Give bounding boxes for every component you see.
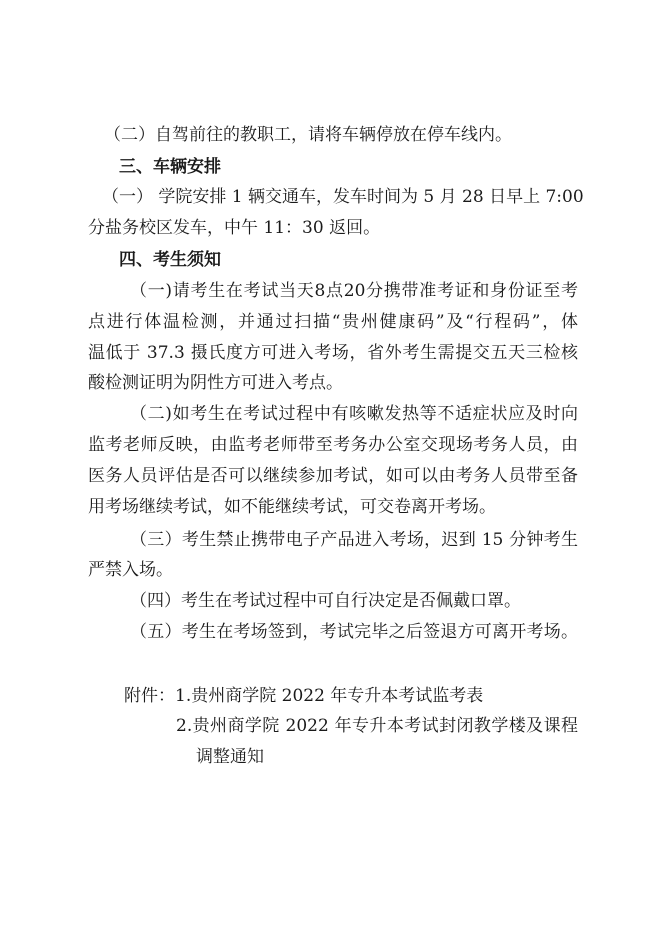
paragraph-line: 温低于 37.3 摄氏度方可进入考场，省外考生需提交五天三检核 [88,343,578,363]
attachment-2-continued: 调整通知 [196,747,264,767]
paragraph-line: 监考老师反映，由监考老师带至考务办公室交现场考务人员，由 [88,435,578,455]
paragraph-line: （二)如考生在考试过程中有咳嗽发热等不适症状应及时向 [130,404,578,424]
paragraph-line: （五）考生在考场签到，考试完毕之后签退方可离开考场。 [130,622,578,642]
paragraph-line: 医务人员评估是否可以继续参加考试，如可以由考务人员带至备 [88,466,578,486]
attachment-2: 2.贵州商学院 2022 年专升本考试封闭教学楼及课程 [176,716,578,736]
paragraph-line: （二）自驾前往的教职工，请将车辆停放在停车线内。 [104,125,512,145]
paragraph-line: （一） 学院安排 1 辆交通车，发车时间为 5 月 28 日早上 7:00 [102,187,584,207]
paragraph-line: （四）考生在考试过程中可自行决定是否佩戴口罩。 [130,591,521,611]
section-heading-notice: 四、考生须知 [119,250,221,270]
paragraph-line: 分盐务校区发车，中午 11：30 返回。 [88,218,381,238]
attachment-1: 附件：1.贵州商学院 2022 年专升本考试监考表 [124,686,484,706]
paragraph-line: （三）考生禁止携带电子产品进入考场，迟到 15 分钟考生 [130,530,578,550]
section-heading-vehicle: 三、车辆安排 [119,157,221,177]
paragraph-line: 用考场继续考试，如不能继续考试，可交卷离开考场。 [88,497,496,517]
paragraph-line: （一)请考生在考试当天8点20分携带准考证和身份证至考 [130,281,578,301]
paragraph-line: 酸检测证明为阴性方可进入考点。 [88,373,343,393]
paragraph-line: 严禁入场。 [88,560,173,580]
paragraph-line: 点进行体温检测，并通过扫描“贵州健康码”及“行程码”，体 [88,312,578,332]
